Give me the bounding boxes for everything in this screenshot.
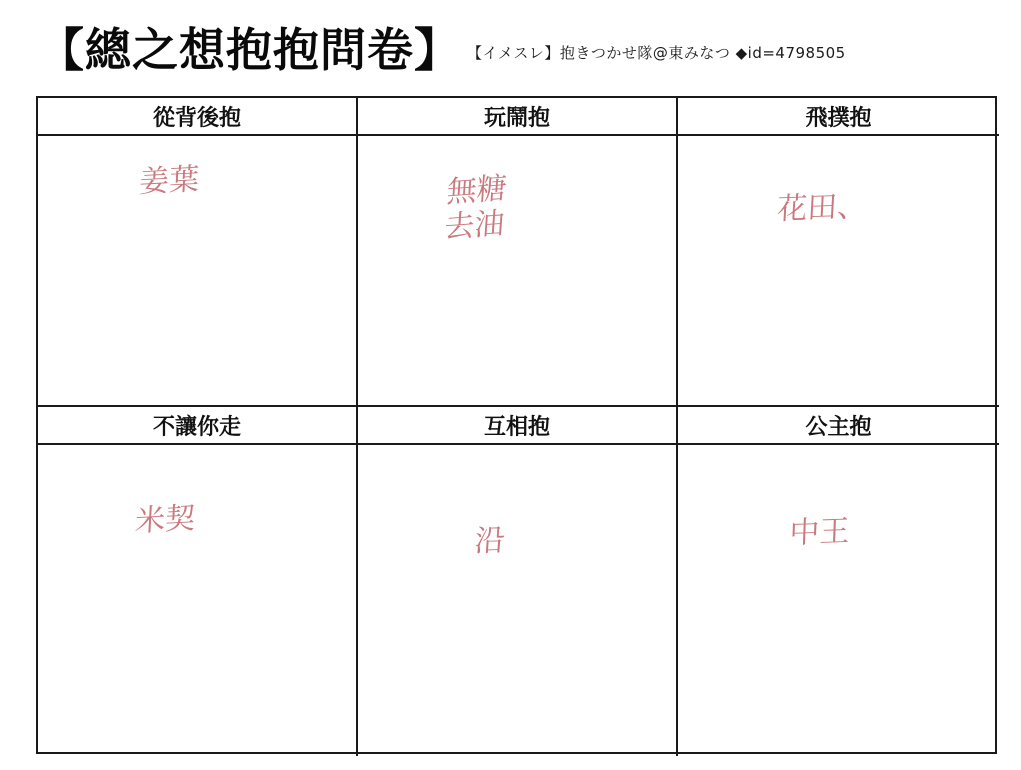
question-label: 不讓你走 (38, 407, 356, 445)
handwritten-answer: 沿 (473, 522, 507, 560)
questionnaire-title: 【總之想抱抱問卷】 (38, 23, 461, 77)
question-cell-dont-leave (38, 407, 358, 756)
question-cell-playful-hug (358, 98, 678, 407)
template-credit: 【イメスレ】抱きつかせ隊@東みなつ ◆id=4798505 (467, 43, 846, 62)
handwritten-answer: 花田、 (776, 188, 868, 228)
question-cell-mutual-hug (358, 407, 678, 756)
question-cell-pounce-hug (678, 98, 999, 407)
question-label: 飛撲抱 (678, 98, 999, 136)
questionnaire-grid (36, 96, 997, 754)
question-label: 從背後抱 (38, 98, 356, 136)
handwritten-answer: 姜葉 (138, 161, 200, 201)
handwritten-answer: 米契 (134, 500, 196, 540)
question-cell-princess-carry (678, 407, 999, 756)
handwritten-answer: 中王 (788, 513, 850, 552)
questionnaire-header (38, 12, 1008, 82)
question-label: 互相抱 (358, 407, 676, 445)
handwritten-answer: 無糖 去油 (443, 170, 508, 246)
question-cell-back-hug (38, 98, 358, 407)
question-label: 玩鬧抱 (358, 98, 676, 136)
question-label: 公主抱 (678, 407, 999, 445)
